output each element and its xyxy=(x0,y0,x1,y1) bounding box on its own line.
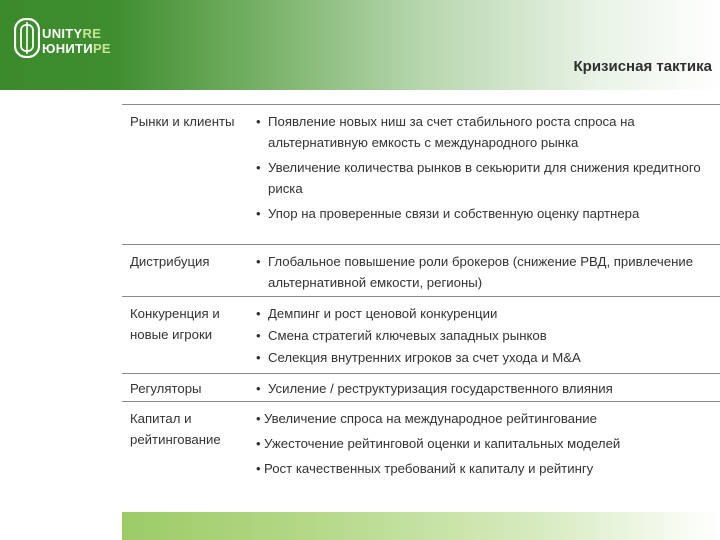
list-item: • Увеличение спроса на международное рейтингование xyxy=(256,411,598,426)
table-row xyxy=(122,374,720,402)
logo-mark-icon xyxy=(14,18,40,58)
list-item: • Появление новых ниш за счет стабильного роста спроса на альтернативную емкость с международного рынка xyxy=(256,114,635,150)
list-item: • Селекция внутренних игроков за счет ухода и M&A xyxy=(256,350,581,365)
row-category: Конкуренция и новые игроки xyxy=(130,306,220,342)
list-item: • Глобальное повышение роли брокеров (снижение РВД, привлечение альтернативной емкости, регионы) xyxy=(256,254,694,290)
row-category: Капитал и рейтингование xyxy=(130,411,221,447)
list-item: • Рост качественных требований к капиталу и рейтингу xyxy=(256,461,594,476)
row-items xyxy=(256,378,714,403)
list-item: • Увеличение количества рынков в секьюрити для снижения кредитного риска xyxy=(256,160,701,196)
table-row xyxy=(122,297,720,374)
tactics-table xyxy=(122,105,720,497)
list-item: • Ужесточение рейтинговой оценки и капитальных моделей xyxy=(256,436,621,451)
logo-text-cyrillic: ЮНИТИРЕ xyxy=(42,41,111,56)
table-row xyxy=(122,245,720,297)
table-row xyxy=(122,402,720,497)
company-logo xyxy=(14,18,124,72)
row-items xyxy=(256,111,714,228)
list-item: • Демпинг и рост ценовой конкуренции xyxy=(256,306,498,321)
row-items xyxy=(256,251,714,297)
page-title: Кризисная тактика xyxy=(573,58,712,75)
row-category: Регуляторы xyxy=(130,381,202,396)
row-items xyxy=(256,408,714,483)
row-category: Рынки и клиенты xyxy=(130,114,235,129)
list-item: • Смена стратегий ключевых западных рынков xyxy=(256,328,547,343)
row-category: Дистрибуция xyxy=(130,254,210,269)
row-items xyxy=(256,303,714,369)
list-item: • Упор на проверенные связи и собственную оценку партнера xyxy=(256,206,640,221)
footer-band xyxy=(122,512,720,540)
list-item: • Усиление / реструктуризация государственного влияния xyxy=(256,381,613,396)
logo-text-latin: UNITYRE xyxy=(42,26,102,41)
table-row xyxy=(122,105,720,245)
